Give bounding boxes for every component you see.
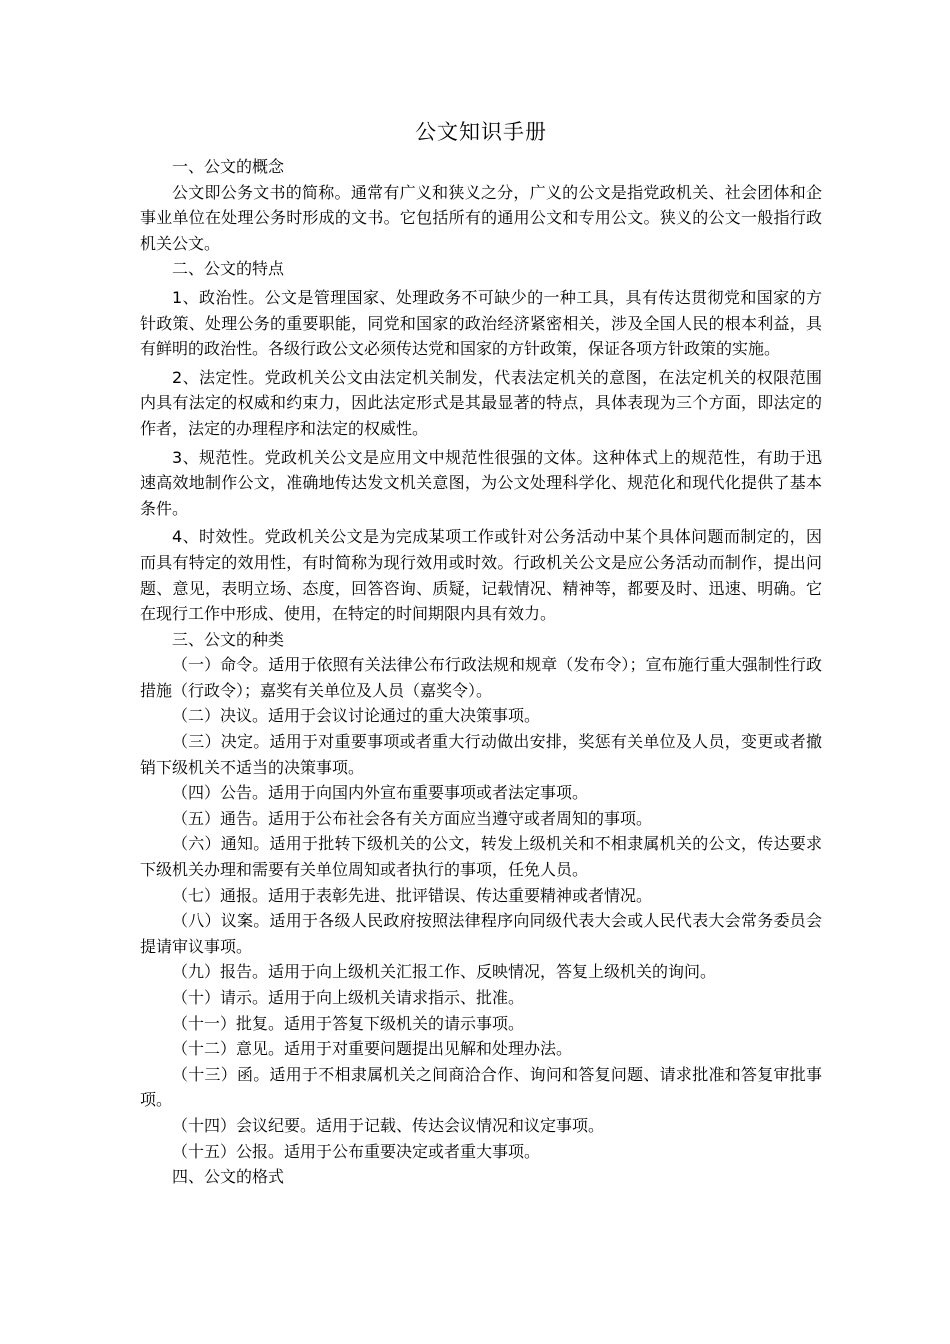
paragraph: （十二）意见。适用于对重要问题提出见解和处理办法。: [172, 1039, 573, 1059]
paragraph: （二）决议。适用于会议讨论通过的重大决策事项。: [172, 706, 541, 726]
paragraph: 4、时效性。党政机关公文是为完成某项工作或针对公务活动中某个具体问题而制定的，因而具有特定的效用性，有时简称为现行效用或时效。行政机关公文是应公务活动而制作，提出问题、意见，表明立场、态度，回答咨询、质疑，记载情况、精神等，都要及时、迅速、明确。它在现行工作中形成、使用，在特定的时间期限内具有效力。: [140, 527, 822, 624]
paragraph: 公文即公务文书的简称。通常有广义和狭义之分，广义的公文是指党政机关、社会团体和企事业单位在处理公务时形成的文书。它包括所有的通用公文和专用公文。狭义的公文一般指行政机关公文。: [140, 182, 822, 253]
section-heading: 一、公文的概念: [172, 157, 285, 176]
paragraph: （三）决定。适用于对重要事项或者重大行动做出安排，奖惩有关单位及人员，变更或者撤销下级机关不适当的决策事项。: [140, 732, 822, 777]
paragraph: （十一）批复。适用于答复下级机关的请示事项。: [172, 1013, 525, 1033]
paragraph: 2、法定性。党政机关公文由法定机关制发，代表法定机关的意图，在法定机关的权限范围内具有法定的权威和约束力，因此法定形式是其最显著的特点，具体表现为三个方面，即法定的作者，法定的办理程序和法定的权威性。: [140, 367, 822, 438]
paragraph: （五）通告。适用于公布社会各有关方面应当遵守或者周知的事项。: [172, 808, 653, 828]
paragraph: （十三）函。适用于不相隶属机关之间商洽合作、询问和答复问题、请求批准和答复审批事项。: [140, 1064, 822, 1110]
document-title: 公文知识手册: [415, 120, 547, 144]
paragraph: （六）通知。适用于批转下级机关的公文，转发上级机关和不相隶属机关的公文，传达要求下级机关办理和需要有关单位周知或者执行的事项，任免人员。: [140, 834, 822, 880]
paragraph: （十）请示。适用于向上级机关请求指示、批准。: [172, 988, 525, 1007]
section-heading: 四、公文的格式: [172, 1167, 285, 1187]
paragraph: （七）通报。适用于表彰先进、批评错误、传达重要精神或者情况。: [172, 885, 653, 905]
paragraph: （八）议案。适用于各级人民政府按照法律程序向同级代表大会或人民代表大会常务委员会提请审议事项。: [140, 911, 822, 956]
section-heading: 二、公文的特点: [172, 259, 285, 279]
paragraph: （九）报告。适用于向上级机关汇报工作、反映情况，答复上级机关的询问。: [172, 962, 717, 982]
paragraph: （十五）公报。适用于公布重要决定或者重大事项。: [172, 1141, 541, 1161]
paragraph: （一）命令。适用于依照有关法律公布行政法规和规章（发布令）；宣布施行重大强制性行政措施（行政令）；嘉奖有关单位及人员（嘉奖令）。: [140, 655, 822, 700]
paragraph: （四）公告。适用于向国内外宣布重要事项或者法定事项。: [172, 783, 589, 803]
paragraph: （十四）会议纪要。适用于记载、传达会议情况和议定事项。: [172, 1115, 605, 1135]
paragraph: 3、规范性。党政机关公文是应用文中规范性很强的文体。这种体式上的规范性，有助于迅速高效地制作公文，准确地传达发文机关意图，为公文处理科学化、规范化和现代化提供了基本条件。: [140, 447, 822, 518]
section-heading: 三、公文的种类: [172, 629, 285, 649]
paragraph: 1、政治性。公文是管理国家、处理政务不可缺少的一种工具，具有传达贯彻党和国家的方针政策、处理公务的重要职能，同党和国家的政治经济紧密相关，涉及全国人民的根本利益，具有鲜明的政治性。各级行政公文必须传达党和国家的方针政策，保证各项方针政策的实施。: [140, 287, 822, 359]
document-body: [140, 116, 822, 1190]
